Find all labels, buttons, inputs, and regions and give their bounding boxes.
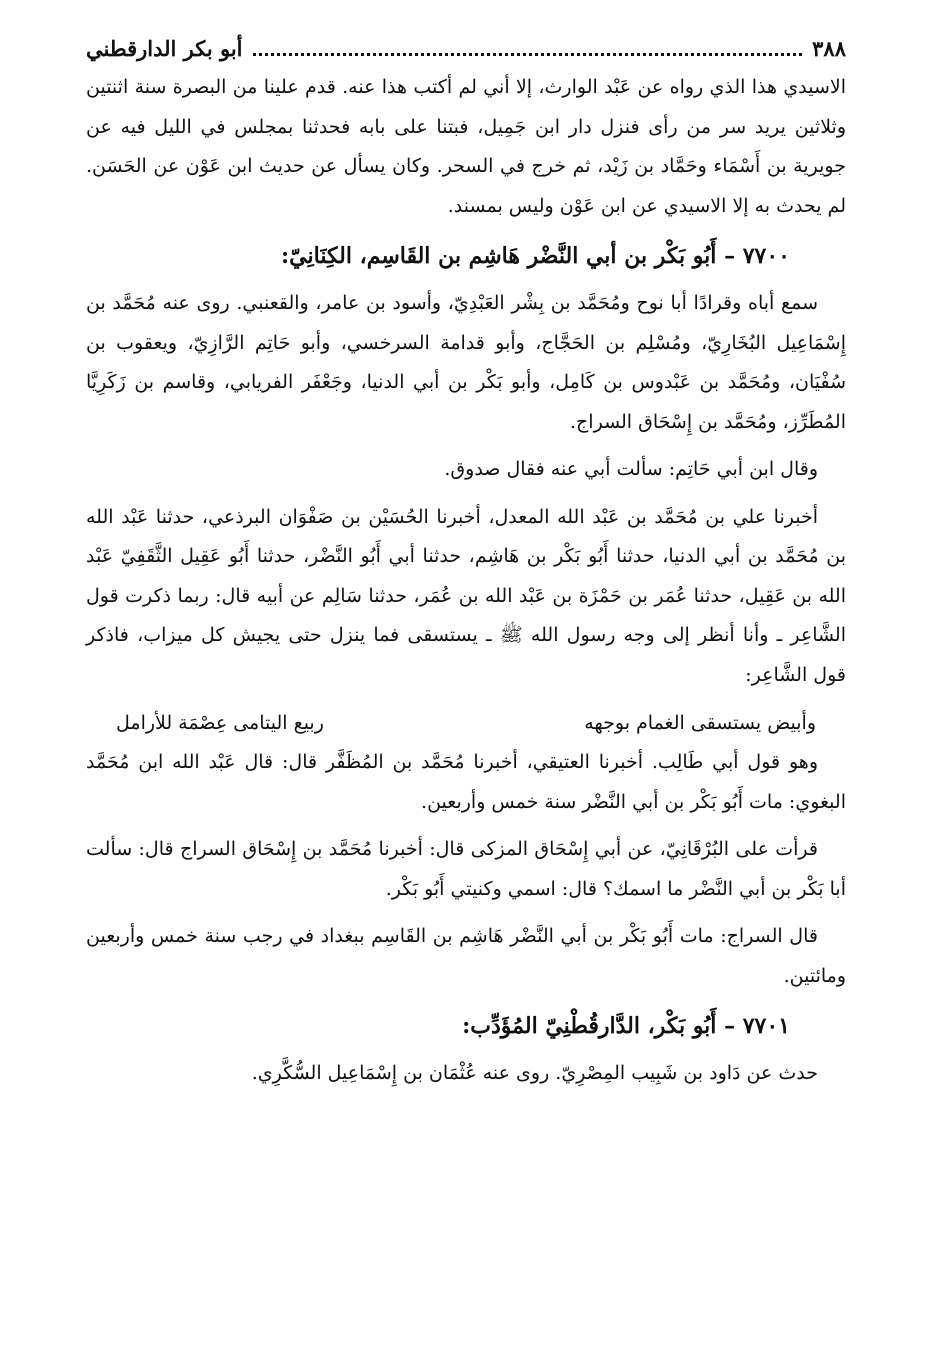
book-page bbox=[86, 30, 846, 1102]
page-body bbox=[86, 68, 846, 1094]
entry-7700-paragraph-3: أخبرنا علي بن مُحَمَّد بن عَبْد الله المعدل، أخبرنا الحُسَيْن بن صَفْوَان البرذعي، حدثنا عَبْد الله بن مُحَمَّد بن أبي الدنيا، حدثنا أَبُو بَكْر بن هَاشِم، حدثنا أبي أَبُو النَّضْر، حدثنا أَبُو عَقِيل الثَّقَفِيّ عَبْد الله بن عَقِيل، حدثنا عُمَر بن حَمْزَة بن عَبْد الله بن عُمَر، حدثنا سَالِم عن أبيه قال: ربما ذكرت قول الشَّاعِر ـ وأنا أنظر إلى وجه رسول الله ﷺ ـ يستسقى فما ينزل حتى يجيش كل ميزاب، فاذكر قول الشَّاعِر: bbox=[86, 505, 846, 686]
entry-7700-paragraph-2: وقال ابن أبي حَاتِم: سألت أبي عنه فقال صدوق. bbox=[444, 458, 818, 480]
page-number: ٣٨٨ bbox=[812, 36, 846, 61]
entry-7700-paragraph-6: قال السراج: مات أَبُو بَكْر بن أبي النَّضْر هَاشِم بن القَاسِم ببغداد في رجب سنة خمس وأربعين ومائتين. bbox=[86, 925, 846, 987]
poem-verse bbox=[86, 703, 846, 743]
poem-first-hemistich: وأبيض يستسقى الغمام بوجهه bbox=[584, 712, 816, 734]
page-header bbox=[86, 30, 846, 64]
intro-paragraph: الاسيدي هذا الذي رواه عن عَبْد الوارث، إلا أني لم أكتب هذا عنه. قدم علينا من البصرة سنة اثنتين وثلاثين يريد سر من رأى فنزل دار ابن جَمِيل، فبتنا على بابه فحدثنا بمجلس في الليل فيه عن جويرية بن أَسْمَاء وحَمَّاد بن زَيْد، ثم خرج في السحر. وكان يسأل عن حديث ابن عَوْن عن الحَسَن. لم يحدث به إلا الاسيدي عن ابن عَوْن وليس بمسند. bbox=[86, 76, 846, 217]
entry-7701-paragraph-1: حدث عن دَاود بن شَبِيب المِصْرِيّ. روى عنه عُثْمَان بن إِسْمَاعِيل السُّكَّرِي. bbox=[251, 1062, 818, 1084]
running-title: أبو بكر الدارقطني bbox=[86, 36, 243, 61]
entry-heading-7701: ٧٧٠١ – أَبُو بَكْر، الدَّارقُطْنِيّ المُؤَدِّب: bbox=[462, 1013, 790, 1039]
poem-second-hemistich: ربيع اليتامى عِصْمَة للأرامل bbox=[116, 712, 324, 734]
entry-7700-paragraph-5: قرأت على البُرْقَانِيّ، عن أبي إِسْحَاق المزكى قال: أخبرنا مُحَمَّد بن إِسْحَاق السراج قال: سألت أبا بَكْر بن أبي النَّضْر ما اسمك؟ قال: اسمي وكنيتي أَبُو بَكْر. bbox=[86, 838, 846, 900]
entry-7700-paragraph-1: سمع أباه وقرادًا أبا نوح ومُحَمَّد بن بِشْر العَبْدِيّ، وأسود بن عامر، والقعنبي. روى عنه مُحَمَّد بن إِسْمَاعِيل البُخَارِيّ، ومُسْلِم بن الحَجَّاج، وأبو قدامة السرخسي، وأبو حَاتِم الرَّازِيّ، ويعقوب بن سُفْيَان، ومُحَمَّد بن عَبْدوس بن كَامِل، وأبو بَكْر بن أبي الدنيا، وجَعْفَر الفريابي، وقاسم بن زَكَرِيَّا المُطَرِّز، ومُحَمَّد بن إِسْحَاق السراج. bbox=[86, 292, 846, 433]
entry-7700-paragraph-4: وهو قول أبي طَالِب. أخبرنا العتيقي، أخبرنا مُحَمَّد بن المُظَفَّر قال: قال عَبْد الله ابن مُحَمَّد البغوي: مات أَبُو بَكْر بن أبي النَّضْر سنة خمس وأربعين. bbox=[86, 751, 846, 813]
entry-heading-7700: ٧٧٠٠ – أَبُو بَكْر بن أبي النَّضْر هَاشِم بن القَاسِم، الكِنَانِيّ: bbox=[281, 243, 790, 269]
header-dotted-leader bbox=[253, 53, 803, 56]
